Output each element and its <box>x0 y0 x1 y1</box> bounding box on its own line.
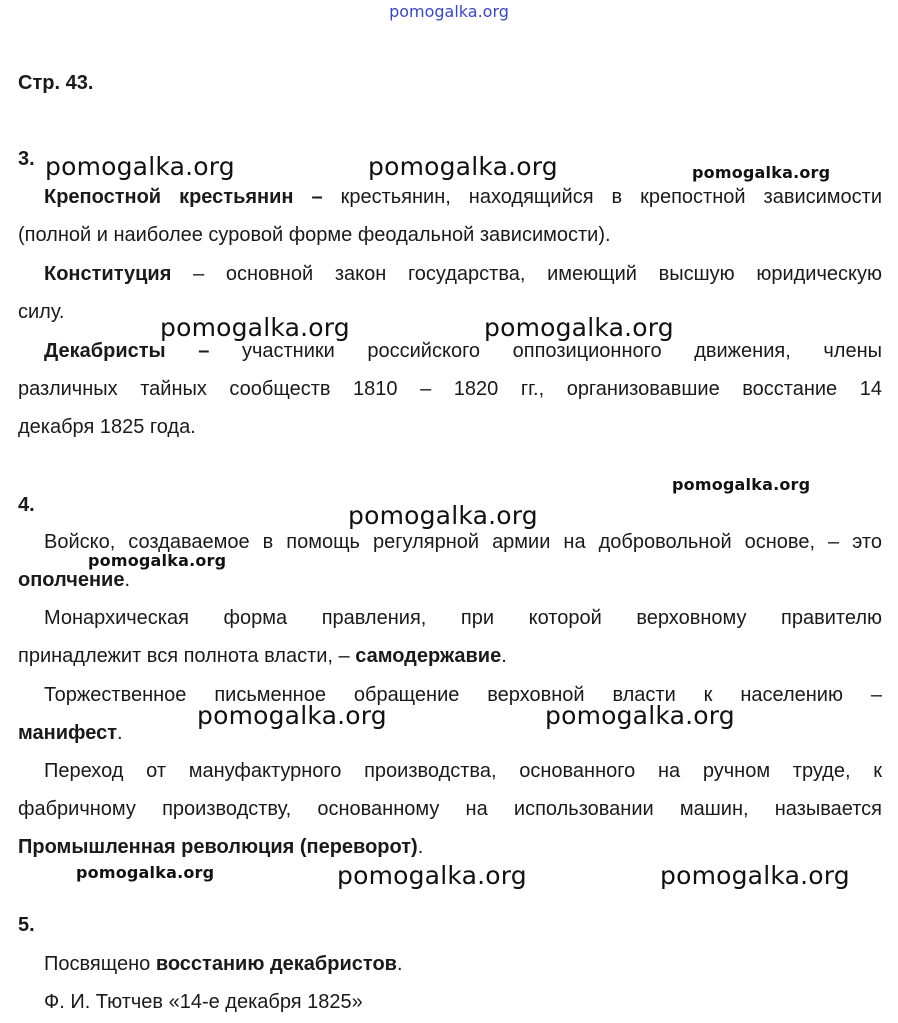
answer-industrial-revolution-line3: Промышленная революция (переворот). <box>18 836 424 858</box>
term-manifesto: манифест <box>18 722 118 744</box>
watermark: pomogalka.org <box>672 475 811 494</box>
watermark: pomogalka.org <box>368 152 558 181</box>
answer-autocracy <box>18 599 882 675</box>
watermark: pomogalka.org <box>88 551 227 570</box>
term-industrial-revolution: Промышленная революция (переворот) <box>18 836 418 858</box>
site-watermark-top: pomogalka.org <box>389 2 509 21</box>
definition-serf-line1: Крепостной крестьянин – крестьянин, находящийся в крепостной зависимости <box>44 186 882 208</box>
definition-constitution <box>18 255 882 331</box>
definition-decembrists-line2: различных тайных сообществ 1810 – 1820 гг., организовавшие восстание 14 <box>18 378 882 400</box>
watermark: pomogalka.org <box>337 861 527 890</box>
section-5-number: 5. <box>18 914 35 936</box>
watermark: pomogalka.org <box>45 152 235 181</box>
watermark: pomogalka.org <box>484 313 674 342</box>
answer-industrial-revolution-line2: фабричному производству, основанному на использовании машин, называется <box>18 798 882 820</box>
term-decembrists: Декабристы – <box>44 340 210 362</box>
watermark: pomogalka.org <box>545 701 735 730</box>
answer-militia-line2: ополчение. <box>18 569 131 591</box>
answer-autocracy-line1: Монархическая форма правления, при которой верховному правителю <box>44 607 882 629</box>
term-constitution: Конституция <box>44 263 172 285</box>
answer-manifesto-line1: Торжественное письменное обращение верховной власти к населению – <box>44 684 882 706</box>
term-militia: ополчение <box>18 569 125 591</box>
answer-manifesto-line2: манифест. <box>18 722 123 744</box>
answer-industrial-revolution-line1: Переход от мануфактурного производства, основанного на ручном труде, к <box>44 760 882 782</box>
term-serf: Крепостной крестьянин – <box>44 186 323 208</box>
term-decembrist-uprising: восстанию декабристов <box>155 953 397 975</box>
watermark: pomogalka.org <box>76 863 215 882</box>
definition-decembrists <box>18 332 882 446</box>
answer-dedication <box>18 945 882 1021</box>
section-4-number: 4. <box>18 494 35 516</box>
answer-dedication-line: Посвящено восстанию декабристов. <box>44 953 403 975</box>
section-3-number: 3. <box>18 148 35 170</box>
answer-industrial-revolution <box>18 752 882 866</box>
definition-serf <box>18 178 882 254</box>
answer-militia-line1: Войско, создаваемое в помощь регулярной армии на добровольной основе, – это <box>44 531 882 553</box>
page-label: Стр. 43. <box>18 72 94 94</box>
watermark: pomogalka.org <box>197 701 387 730</box>
definition-decembrists-line3: декабря 1825 года. <box>18 416 196 438</box>
answer-autocracy-line2: принадлежит вся полнота власти, – самодержавие. <box>18 645 507 667</box>
watermark: pomogalka.org <box>160 313 350 342</box>
definition-constitution-line2: силу. <box>18 301 65 323</box>
definition-decembrists-line1: Декабристы – участники российского оппозиционного движения, члены <box>44 340 882 362</box>
watermark: pomogalka.org <box>348 501 538 530</box>
answer-manifesto <box>18 676 882 752</box>
watermark: pomogalka.org <box>692 163 831 182</box>
definition-serf-line2: (полной и наиболее суровой форме феодальной зависимости). <box>18 224 611 246</box>
answer-poem-title: Ф. И. Тютчев «14-е декабря 1825» <box>44 991 363 1013</box>
definition-constitution-line1: Конституция – основной закон государства, имеющий высшую юридическую <box>44 263 882 285</box>
watermark: pomogalka.org <box>660 861 850 890</box>
term-autocracy: самодержавие <box>355 645 502 667</box>
